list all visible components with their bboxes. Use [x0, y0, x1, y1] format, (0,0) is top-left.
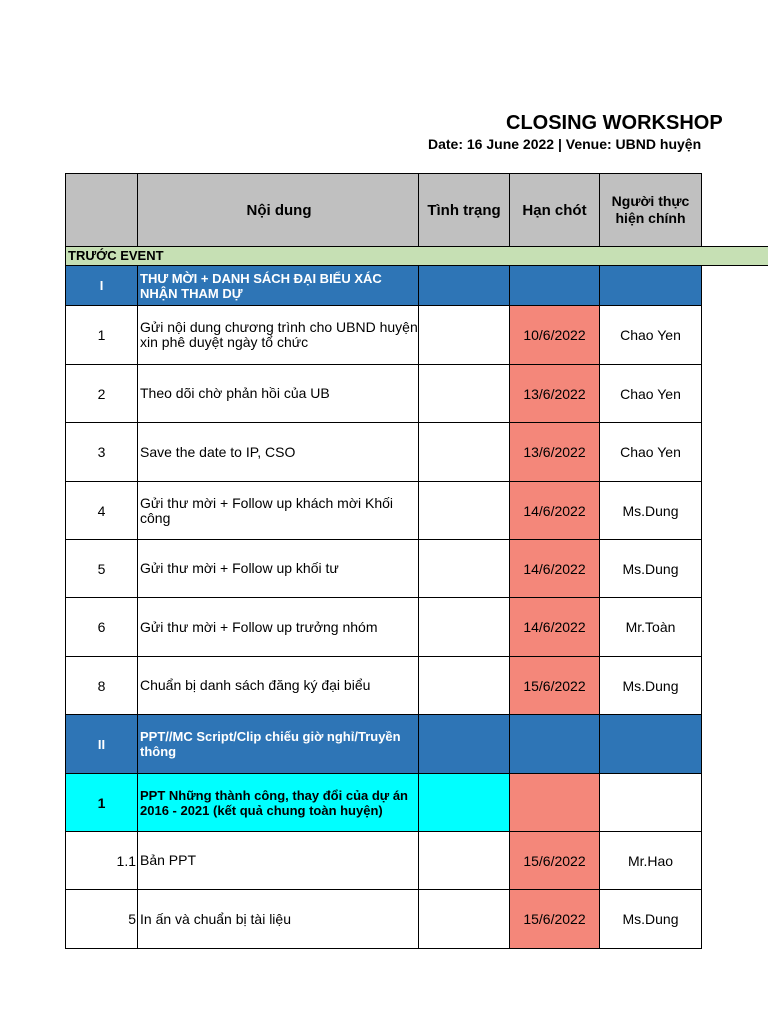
task-owner: Mr.Hao	[599, 831, 702, 890]
subsection-owner	[599, 773, 702, 832]
section-label: THƯ MỜI + DANH SÁCH ĐẠI BIỂU XÁC NHẬN THAM DỰ	[137, 265, 419, 306]
task-no: 1.1	[65, 831, 138, 890]
task-no: 1	[65, 305, 138, 365]
task-status	[418, 539, 510, 598]
header-deadline: Hạn chót	[509, 173, 600, 247]
section-no: I	[65, 265, 138, 306]
task-status	[418, 597, 510, 657]
task-deadline: 14/6/2022	[509, 597, 600, 657]
task-no: 4	[65, 481, 138, 540]
task-desc: Gửi thư mời + Follow up khách mời Khối công	[137, 481, 419, 540]
task-desc: Gửi thư mời + Follow up khối tư	[137, 539, 419, 598]
task-owner: Chao Yen	[599, 364, 702, 423]
header-status: Tình trạng	[418, 173, 510, 247]
section-owner	[599, 714, 702, 774]
subsection-status	[418, 773, 510, 832]
section-status	[418, 714, 510, 774]
task-status	[418, 422, 510, 482]
task-owner: Mr.Toàn	[599, 597, 702, 657]
task-deadline: 14/6/2022	[509, 481, 600, 540]
section-status	[418, 265, 510, 306]
task-desc: In ấn và chuẩn bị tài liệu	[137, 889, 419, 949]
task-deadline: 13/6/2022	[509, 422, 600, 482]
task-no: 2	[65, 364, 138, 423]
task-no: 5	[65, 539, 138, 598]
phase-bar: TRƯỚC EVENT	[65, 246, 768, 266]
task-status	[418, 656, 510, 715]
task-deadline: 10/6/2022	[509, 305, 600, 365]
task-no: 3	[65, 422, 138, 482]
section-deadline	[509, 714, 600, 774]
section-label: PPT//MC Script/Clip chiếu giờ nghỉ/Truyền thông	[137, 714, 419, 774]
header-content: Nội dung	[137, 173, 419, 247]
task-desc: Theo dõi chờ phản hồi của UB	[137, 364, 419, 423]
header-owner: Người thực hiện chính	[599, 173, 702, 247]
task-status	[418, 889, 510, 949]
task-owner: Ms.Dung	[599, 889, 702, 949]
header-no	[65, 173, 138, 247]
task-status	[418, 364, 510, 423]
section-no: II	[65, 714, 138, 774]
task-status	[418, 481, 510, 540]
task-no: 5	[65, 889, 138, 949]
task-deadline: 15/6/2022	[509, 656, 600, 715]
document-subtitle: Date: 16 June 2022 | Venue: UBND huyện	[428, 136, 702, 152]
task-deadline: 15/6/2022	[509, 831, 600, 890]
task-desc: Save the date to IP, CSO	[137, 422, 419, 482]
task-desc: Gửi thư mời + Follow up trưởng nhóm	[137, 597, 419, 657]
task-deadline: 13/6/2022	[509, 364, 600, 423]
section-deadline	[509, 265, 600, 306]
task-deadline: 14/6/2022	[509, 539, 600, 598]
task-deadline: 15/6/2022	[509, 889, 600, 949]
task-no: 6	[65, 597, 138, 657]
task-status	[418, 305, 510, 365]
task-no: 8	[65, 656, 138, 715]
subsection-deadline	[509, 773, 600, 832]
task-owner: Ms.Dung	[599, 539, 702, 598]
task-desc: Chuẩn bị danh sách đăng ký đại biểu	[137, 656, 419, 715]
task-owner: Chao Yen	[599, 305, 702, 365]
task-owner: Chao Yen	[599, 422, 702, 482]
subsection-no: 1	[65, 773, 138, 832]
subsection-desc: PPT Những thành công, thay đổi của dự án 2016 - 2021 (kết quả chung toàn huyện)	[137, 773, 419, 832]
section-owner	[599, 265, 702, 306]
task-desc: Gửi nội dung chương trình cho UBND huyện xin phê duyệt ngày tổ chức	[137, 305, 419, 365]
task-status	[418, 831, 510, 890]
document-title: CLOSING WORKSHOP	[506, 112, 723, 134]
task-owner: Ms.Dung	[599, 656, 702, 715]
task-owner: Ms.Dung	[599, 481, 702, 540]
task-desc: Bản PPT	[137, 831, 419, 890]
